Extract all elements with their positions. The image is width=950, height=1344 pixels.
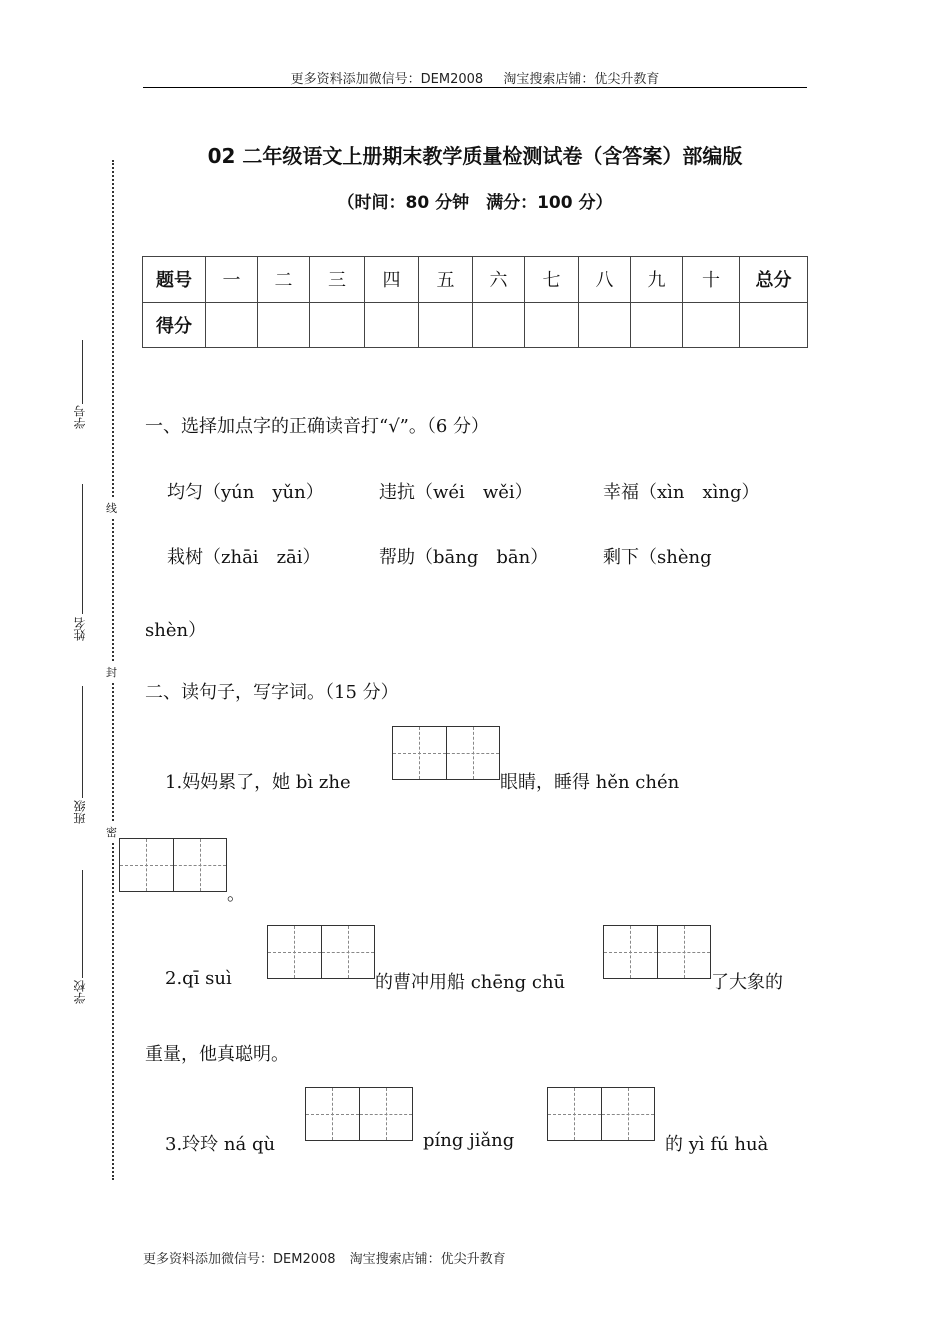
page-header [0, 68, 950, 87]
pinyin-option-3: 幸福（xìn xìng） [603, 482, 760, 503]
score-cell[interactable] [473, 302, 525, 348]
column-header: 一 [206, 257, 258, 303]
seal-char-seal: 封 [106, 662, 117, 682]
score-row-points [143, 302, 808, 348]
field-student-id-label: 学号 [73, 405, 87, 429]
column-header: 七 [525, 257, 579, 303]
field-name-line[interactable] [82, 484, 83, 614]
header-shop: 淘宝搜索店铺：优尖升教育 [503, 72, 660, 87]
q1-text-a: 1.妈妈累了，她 bì zhe [165, 772, 351, 793]
q2-text-c: 了大象的 [711, 972, 783, 993]
score-cell[interactable] [579, 302, 631, 348]
section2-heading: 二、读句子，写字词。（15 分） [145, 682, 399, 703]
q3-text-a: 3.玲玲 ná qù [165, 1134, 276, 1155]
column-header: 二 [258, 257, 310, 303]
header-rule [143, 87, 807, 88]
section1-heading: 一、选择加点字的正确读音打“√”。（6 分） [145, 416, 490, 437]
column-header: 三 [310, 257, 365, 303]
field-name-label: 姓名 [73, 617, 87, 641]
column-header: 四 [365, 257, 419, 303]
column-header: 六 [473, 257, 525, 303]
header-wechat: 更多资料添加微信号：DEM2008 [290, 72, 484, 87]
score-table [142, 256, 808, 348]
column-header: 九 [631, 257, 683, 303]
q1-text-b: 眼睛，睡得 hěn chén [500, 772, 680, 793]
writing-grid-q3a[interactable] [305, 1087, 413, 1141]
writing-grid-q1b[interactable] [119, 838, 227, 892]
q2-text-a: 2.qī suì [165, 968, 232, 989]
column-header-total: 总分 [740, 257, 808, 303]
pinyin-option-6: 剩下（shèng [603, 547, 712, 568]
pinyin-option-6-wrap: shèn） [145, 620, 207, 641]
field-school-label: 学校 [73, 980, 87, 1004]
writing-grid-q3b[interactable] [547, 1087, 655, 1141]
field-student-id-line[interactable] [82, 340, 83, 404]
footer-wechat: 更多资料添加微信号：DEM2008 [143, 1252, 336, 1267]
writing-grid-q2a[interactable] [267, 925, 375, 979]
q3-text-c: 的 yì fú huà [665, 1134, 769, 1155]
q1-end: 。 [227, 884, 245, 905]
pinyin-option-5: 帮助（bāng bān） [379, 547, 549, 568]
q3-text-b: píng jiǎng [423, 1130, 515, 1151]
field-class-label: 班级 [73, 800, 87, 824]
seal-char-secret: 密 [106, 822, 117, 842]
score-cell[interactable] [206, 302, 258, 348]
field-school-line[interactable] [82, 870, 83, 978]
pinyin-option-1: 均匀（yún yǔn） [167, 482, 324, 503]
q2-text-b: 的曹冲用船 chēng chū [375, 972, 566, 993]
writing-grid-q2b[interactable] [603, 925, 711, 979]
page-title: 02 二年级语文上册期末教学质量检测试卷（含答案）部编版 [207, 144, 743, 168]
row-label-question-number: 题号 [143, 257, 206, 303]
score-cell[interactable] [740, 302, 808, 348]
column-header: 五 [419, 257, 473, 303]
seal-char-line: 线 [106, 498, 117, 518]
score-cell[interactable] [631, 302, 683, 348]
pinyin-option-2: 违抗（wéi wěi） [379, 482, 533, 503]
page-footer [143, 1248, 506, 1267]
score-cell[interactable] [258, 302, 310, 348]
row-label-score: 得分 [143, 302, 206, 348]
q2-text-d: 重量，他真聪明。 [145, 1044, 289, 1065]
column-header: 十 [683, 257, 740, 303]
field-class-line[interactable] [82, 686, 83, 798]
score-cell[interactable] [365, 302, 419, 348]
footer-shop: 淘宝搜索店铺：优尖升教育 [349, 1252, 506, 1267]
writing-grid-q1a[interactable] [392, 726, 500, 780]
score-cell[interactable] [683, 302, 740, 348]
score-cell[interactable] [419, 302, 473, 348]
column-header: 八 [579, 257, 631, 303]
score-row-header [143, 257, 808, 303]
pinyin-option-4: 栽树（zhāi zāi） [167, 547, 321, 568]
score-cell[interactable] [310, 302, 365, 348]
score-cell[interactable] [525, 302, 579, 348]
page-subtitle: （时间：80 分钟 满分：100 分） [337, 193, 613, 213]
